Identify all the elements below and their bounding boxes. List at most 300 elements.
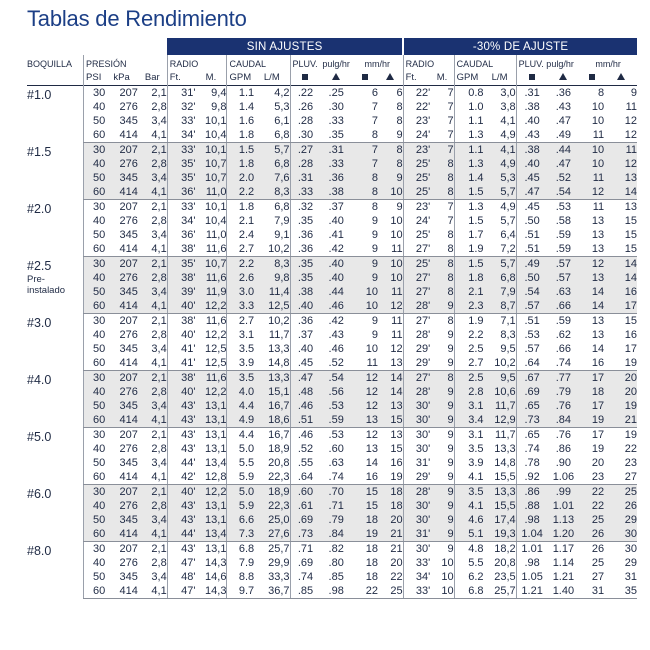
table-cell: .59 <box>555 315 572 327</box>
table-cell: 9,8 <box>211 101 227 113</box>
table-cell: 17 <box>604 299 637 314</box>
table-cell: 11,0 <box>205 229 227 241</box>
header-boquilla: BOQUILLA <box>27 59 73 69</box>
table-cell: 43' <box>167 413 195 428</box>
table-cell: .49 <box>548 128 580 143</box>
table-cell: 40 <box>84 100 106 114</box>
table-cell: 9 <box>430 485 454 500</box>
nozzle-label-cell <box>27 542 84 599</box>
table-row <box>27 399 637 413</box>
table-cell: 2.2 <box>454 328 483 342</box>
table-cell: .65 <box>516 428 548 443</box>
table-cell: 30 <box>84 542 106 557</box>
table-cell: 9,5 <box>500 343 516 355</box>
table-cell: 30 <box>84 314 106 329</box>
table-cell: 9,1 <box>274 229 290 241</box>
table-cell: 11 <box>378 242 403 257</box>
table-cell: 5.9 <box>227 499 254 513</box>
table-cell: 19 <box>604 356 637 371</box>
table-cell: .53 <box>555 201 572 213</box>
table-cell: 7.9 <box>227 556 254 570</box>
table-cell: 13 <box>390 429 403 441</box>
table-row <box>27 143 637 158</box>
table-cell: 20 <box>604 385 637 399</box>
table-cell: 15 <box>352 499 378 513</box>
table-cell: .31 <box>320 143 352 158</box>
table-cell: 40 <box>84 271 106 285</box>
table-cell: 28' <box>403 385 430 399</box>
table-cell: 41' <box>167 342 195 356</box>
table-cell: 24' <box>403 128 430 143</box>
table-cell: 276 <box>119 215 138 227</box>
table-cell: 12 <box>624 115 637 127</box>
table-cell: 12 <box>579 257 604 272</box>
header-m-2: M. <box>436 72 448 83</box>
table-cell: 207 <box>105 485 138 500</box>
table-cell: 207 <box>119 315 138 327</box>
table-cell: .40 <box>516 157 548 171</box>
table-cell: 22 <box>352 584 378 599</box>
table-cell: 23' <box>403 200 430 215</box>
table-cell: 6,8 <box>254 128 290 143</box>
triangle-icon <box>386 73 394 80</box>
table-cell: .38 <box>290 285 320 299</box>
table-cell: 38' <box>167 242 195 257</box>
table-cell: 11,6 <box>195 242 227 257</box>
table-cell: 13,4 <box>205 457 227 469</box>
table-cell: 40 <box>84 328 106 342</box>
table-cell: 18 <box>378 485 403 500</box>
table-cell: 27' <box>403 314 430 329</box>
table-cell: 15 <box>624 315 637 327</box>
table-cell: 50 <box>84 285 106 299</box>
table-cell: 0.8 <box>454 86 483 101</box>
table-cell: 15,5 <box>484 470 517 485</box>
table-cell: 5.5 <box>454 556 483 570</box>
table-cell: 11,7 <box>268 329 290 341</box>
table-cell: 10,7 <box>195 257 227 272</box>
table-cell: 9 <box>430 527 454 542</box>
table-cell: 11 <box>604 143 637 158</box>
table-cell: 18 <box>365 543 379 555</box>
table-cell: 4,1 <box>138 128 167 143</box>
table-cell: 12 <box>390 343 403 355</box>
nozzle-label: #2.5 <box>27 258 52 273</box>
table-cell: .43 <box>516 128 548 143</box>
table-row <box>27 271 637 285</box>
table-cell: 8 <box>396 115 403 127</box>
table-cell: 8 <box>396 101 403 113</box>
table-cell: 5.1 <box>454 527 483 542</box>
table-cell: 2.7 <box>454 356 483 371</box>
table-cell: 4,1 <box>138 299 167 314</box>
table-cell: 60 <box>84 242 106 257</box>
table-cell: .64 <box>516 356 548 371</box>
header-bar: Bar <box>144 72 160 83</box>
table-row <box>27 456 637 470</box>
table-cell: 30 <box>84 485 106 500</box>
table-cell: 3.5 <box>454 442 483 456</box>
table-cell: .52 <box>290 442 320 456</box>
table-cell: 12,8 <box>195 470 227 485</box>
table-cell: 9 <box>430 299 454 314</box>
table-row <box>27 584 637 599</box>
table-cell: .65 <box>516 399 548 413</box>
table-cell: 276 <box>119 557 138 569</box>
table-cell: 7 <box>352 143 378 158</box>
table-cell: 9 <box>447 429 454 441</box>
table-cell: 3.3 <box>227 299 254 314</box>
table-cell: .57 <box>548 257 580 272</box>
table-cell: 20 <box>378 513 403 527</box>
table-cell: 345 <box>119 457 138 469</box>
table-row <box>27 157 637 171</box>
table-cell: 12,5 <box>254 299 290 314</box>
table-cell: .45 <box>516 200 548 215</box>
table-cell: 345 <box>105 513 138 527</box>
table-cell: 29' <box>403 356 430 371</box>
table-cell: 12 <box>352 371 378 386</box>
table-cell: .40 <box>516 114 548 128</box>
table-cell: 13,3 <box>484 485 517 500</box>
table-cell: .38 <box>320 185 352 200</box>
table-cell: 7,9 <box>484 285 517 299</box>
table-cell: 27 <box>591 571 605 583</box>
table-cell: 28' <box>403 299 430 314</box>
table-cell: 10 <box>352 299 378 314</box>
header-row-2 <box>27 71 637 86</box>
table-cell: .44 <box>320 285 352 299</box>
table-cell: 4,9 <box>484 157 517 171</box>
table-cell: 40 <box>84 442 106 456</box>
table-cell: .77 <box>548 371 580 386</box>
table-cell: .35 <box>290 214 320 228</box>
table-row <box>27 527 637 542</box>
table-cell: 2,8 <box>151 557 167 569</box>
table-cell: 3.5 <box>454 485 483 500</box>
table-cell: 60 <box>84 128 106 143</box>
table-cell: 23' <box>403 114 430 128</box>
table-cell: 13 <box>604 171 637 185</box>
table-cell: 12 <box>579 185 604 200</box>
table-cell: .69 <box>290 513 320 527</box>
table-cell: 12,2 <box>195 385 227 399</box>
table-cell: 1.3 <box>454 128 483 143</box>
table-cell: .57 <box>516 299 548 314</box>
table-cell: .37 <box>290 328 320 342</box>
table-cell: 3.5 <box>227 342 254 356</box>
table-cell: 13,1 <box>195 513 227 527</box>
table-cell: 4,9 <box>500 201 516 213</box>
table-cell: 345 <box>119 229 138 241</box>
table-cell: 5.9 <box>227 470 254 485</box>
table-cell: 1.01 <box>516 542 548 557</box>
table-cell: .28 <box>290 114 320 128</box>
table-cell: 4,1 <box>138 356 167 371</box>
table-row <box>27 371 637 386</box>
table-cell: 10 <box>390 229 403 241</box>
table-cell: 11,0 <box>195 185 227 200</box>
table-cell: .54 <box>320 371 352 386</box>
table-cell: 30' <box>403 499 430 513</box>
table-cell: 4,1 <box>138 413 167 428</box>
header-pulg-hr: pulg/hr <box>322 59 350 69</box>
table-cell: 19,3 <box>484 527 517 542</box>
table-row <box>27 442 637 456</box>
table-cell: 2.2 <box>227 257 254 272</box>
table-cell: .35 <box>290 271 320 285</box>
table-cell: .86 <box>555 443 572 455</box>
table-cell: 30 <box>84 200 106 215</box>
table-cell: 18,9 <box>268 443 290 455</box>
table-cell: 2.0 <box>227 171 254 185</box>
table-cell: 33' <box>167 200 195 215</box>
table-cell: 14 <box>604 185 637 200</box>
table-cell: 33' <box>403 584 430 599</box>
table-cell: 24' <box>403 214 430 228</box>
table-cell: 11,6 <box>195 371 227 386</box>
table-cell: 14,3 <box>195 584 227 599</box>
table-cell: 9 <box>352 257 378 272</box>
table-cell: 6.2 <box>454 570 483 584</box>
table-cell: .43 <box>328 329 344 341</box>
table-cell: .35 <box>320 128 352 143</box>
table-cell: 3.5 <box>227 371 254 386</box>
table-cell: .45 <box>290 356 320 371</box>
table-cell: .85 <box>328 571 344 583</box>
table-cell: 16 <box>390 457 403 469</box>
table-cell: 8 <box>371 201 379 213</box>
table-cell: 29' <box>403 342 430 356</box>
table-cell: .38 <box>516 143 548 158</box>
table-cell: .78 <box>516 456 548 470</box>
table-cell: 23,5 <box>494 571 516 583</box>
table-cell: 9 <box>430 413 454 428</box>
table-cell: .84 <box>320 527 352 542</box>
table-cell: 1.1 <box>454 143 483 158</box>
table-cell: 11 <box>625 101 637 113</box>
table-cell: 35' <box>167 171 195 185</box>
table-cell: 8 <box>430 371 454 386</box>
table-cell: 10,1 <box>205 115 227 127</box>
table-cell: .47 <box>516 185 548 200</box>
table-cell: 9 <box>371 229 379 241</box>
table-cell: 40 <box>84 556 106 570</box>
table-cell: 9 <box>371 215 379 227</box>
table-cell: 50 <box>84 342 106 356</box>
table-cell: 22' <box>403 86 430 101</box>
table-cell: 207 <box>105 371 138 386</box>
table-cell: 12,2 <box>195 485 227 500</box>
table-cell: 14,8 <box>254 356 290 371</box>
table-cell: 2,1 <box>151 429 167 441</box>
table-cell: 2,8 <box>138 499 167 513</box>
table-cell: 8 <box>447 229 454 241</box>
table-cell: .44 <box>548 143 580 158</box>
table-cell: 1.3 <box>454 200 483 215</box>
table-cell: 5,7 <box>484 257 517 272</box>
table-cell: 60 <box>84 413 106 428</box>
table-cell: 9 <box>352 242 378 257</box>
table-cell: .74 <box>290 570 320 584</box>
table-row <box>27 114 637 128</box>
table-cell: 8 <box>430 257 454 272</box>
table-cell: 5,3 <box>484 171 517 185</box>
table-cell: 14 <box>378 371 403 386</box>
table-row <box>27 299 637 314</box>
table-row <box>27 171 637 185</box>
table-cell: 33' <box>167 143 195 158</box>
table-cell: 30 <box>84 257 106 272</box>
triangle-icon <box>559 73 567 80</box>
table-cell: 1.06 <box>548 470 580 485</box>
table-cell: 40 <box>84 214 106 228</box>
table-cell: 8 <box>352 128 378 143</box>
table-cell: .52 <box>548 171 580 185</box>
table-cell: 2.1 <box>454 285 483 299</box>
table-cell: 16 <box>604 285 637 299</box>
table-cell: 7.3 <box>227 527 254 542</box>
nozzle-label-cell <box>27 143 84 200</box>
table-cell: 22 <box>624 443 637 455</box>
performance-table <box>27 38 637 599</box>
table-cell: .51 <box>290 413 320 428</box>
table-row <box>27 214 637 228</box>
table-cell: 2,8 <box>138 157 167 171</box>
header-radio-2: RADIO <box>403 55 454 71</box>
table-cell: 7 <box>447 101 454 113</box>
table-cell: 18 <box>352 513 378 527</box>
table-cell: 11 <box>352 356 378 371</box>
table-cell: 50 <box>84 513 106 527</box>
table-cell: 2,8 <box>151 443 167 455</box>
table-cell: .47 <box>548 157 580 171</box>
table-cell: 7 <box>447 215 454 227</box>
table-cell: 42' <box>167 470 195 485</box>
table-cell: 12 <box>604 157 637 171</box>
table-cell: 276 <box>105 499 138 513</box>
table-cell: 14 <box>378 385 403 399</box>
table-cell: 22,3 <box>254 470 290 485</box>
table-cell: .53 <box>320 399 352 413</box>
header-psi: PSI <box>84 71 106 86</box>
table-cell: .42 <box>328 315 344 327</box>
table-cell: 16 <box>579 356 604 371</box>
table-cell: 26 <box>604 499 637 513</box>
table-cell: 12 <box>604 128 637 143</box>
table-cell: 2.7 <box>227 242 254 257</box>
table-cell: .63 <box>328 457 344 469</box>
table-cell: 12 <box>378 299 403 314</box>
table-cell: 4.4 <box>227 428 254 443</box>
table-cell: 10 <box>579 157 604 171</box>
table-cell: 11,6 <box>205 315 227 327</box>
table-cell: .51 <box>516 314 548 329</box>
table-cell: 1.40 <box>548 584 580 599</box>
table-cell: .61 <box>290 499 320 513</box>
nozzle-label: #1.0 <box>27 88 52 102</box>
table-cell: 5,3 <box>274 101 290 113</box>
header-lm-2: L/M <box>491 72 508 83</box>
table-cell: 3,8 <box>500 101 516 113</box>
header-ft: Ft. <box>167 71 195 86</box>
table-cell: 1.5 <box>454 214 483 228</box>
table-cell: 40' <box>167 328 195 342</box>
table-cell: .33 <box>290 185 320 200</box>
table-cell: 3.0 <box>227 285 254 299</box>
table-cell: 41' <box>167 356 195 371</box>
table-cell: 36' <box>167 228 195 242</box>
header-presion: PRESIÓN <box>84 55 168 71</box>
table-cell: 11 <box>579 128 604 143</box>
table-row <box>27 285 637 299</box>
table-cell: 8 <box>352 171 378 185</box>
table-cell: 16 <box>352 470 378 485</box>
table-cell: 40' <box>167 385 195 399</box>
table-cell: 17,4 <box>484 513 517 527</box>
table-cell: .79 <box>548 385 580 399</box>
table-cell: 30 <box>84 86 106 101</box>
table-cell: .40 <box>320 271 352 285</box>
table-cell: 15,5 <box>484 499 517 513</box>
table-cell: .38 <box>516 100 548 114</box>
table-cell: .30 <box>290 128 320 143</box>
table-cell: 6 <box>396 87 403 99</box>
table-cell: 18,9 <box>254 485 290 500</box>
table-row <box>27 513 637 527</box>
table-cell: 40' <box>167 485 195 500</box>
table-body <box>27 86 637 599</box>
table-cell: 60 <box>84 356 106 371</box>
table-cell: 3.4 <box>454 413 483 428</box>
table-cell: .37 <box>328 201 344 213</box>
table-cell: 14 <box>365 457 379 469</box>
table-cell: 14 <box>579 285 604 299</box>
table-cell: 1.1 <box>227 86 254 101</box>
table-row <box>27 556 637 570</box>
table-cell: 1.05 <box>516 570 548 584</box>
table-cell: 19 <box>579 413 604 428</box>
table-cell: 9 <box>352 271 378 285</box>
table-cell: 60 <box>84 527 106 542</box>
header-kpa: kPa <box>113 72 130 83</box>
table-cell: 207 <box>105 257 138 272</box>
nozzle-label: #8.0 <box>27 543 52 558</box>
nozzle-label-cell <box>27 428 84 485</box>
table-cell: 22 <box>390 571 403 583</box>
table-cell: .58 <box>555 215 572 227</box>
table-cell: 345 <box>119 115 138 127</box>
table-cell: .42 <box>320 242 352 257</box>
table-cell: 40' <box>167 299 195 314</box>
table-cell: 10,2 <box>484 356 517 371</box>
table-cell: .92 <box>516 470 548 485</box>
table-cell: .90 <box>555 457 572 469</box>
table-cell: 33' <box>167 114 195 128</box>
table-cell: 30 <box>84 143 106 158</box>
table-cell: 34' <box>167 128 195 143</box>
table-cell: 8 <box>430 242 454 257</box>
table-cell: 11 <box>391 315 403 327</box>
table-cell: 27' <box>403 285 430 299</box>
table-cell: 8,3 <box>254 257 290 272</box>
table-cell: 19 <box>352 527 378 542</box>
table-cell: .50 <box>516 214 548 228</box>
table-cell: 15 <box>604 242 637 257</box>
table-cell: 276 <box>105 271 138 285</box>
table-cell: 25,7 <box>484 584 517 599</box>
table-cell: 60 <box>84 299 106 314</box>
